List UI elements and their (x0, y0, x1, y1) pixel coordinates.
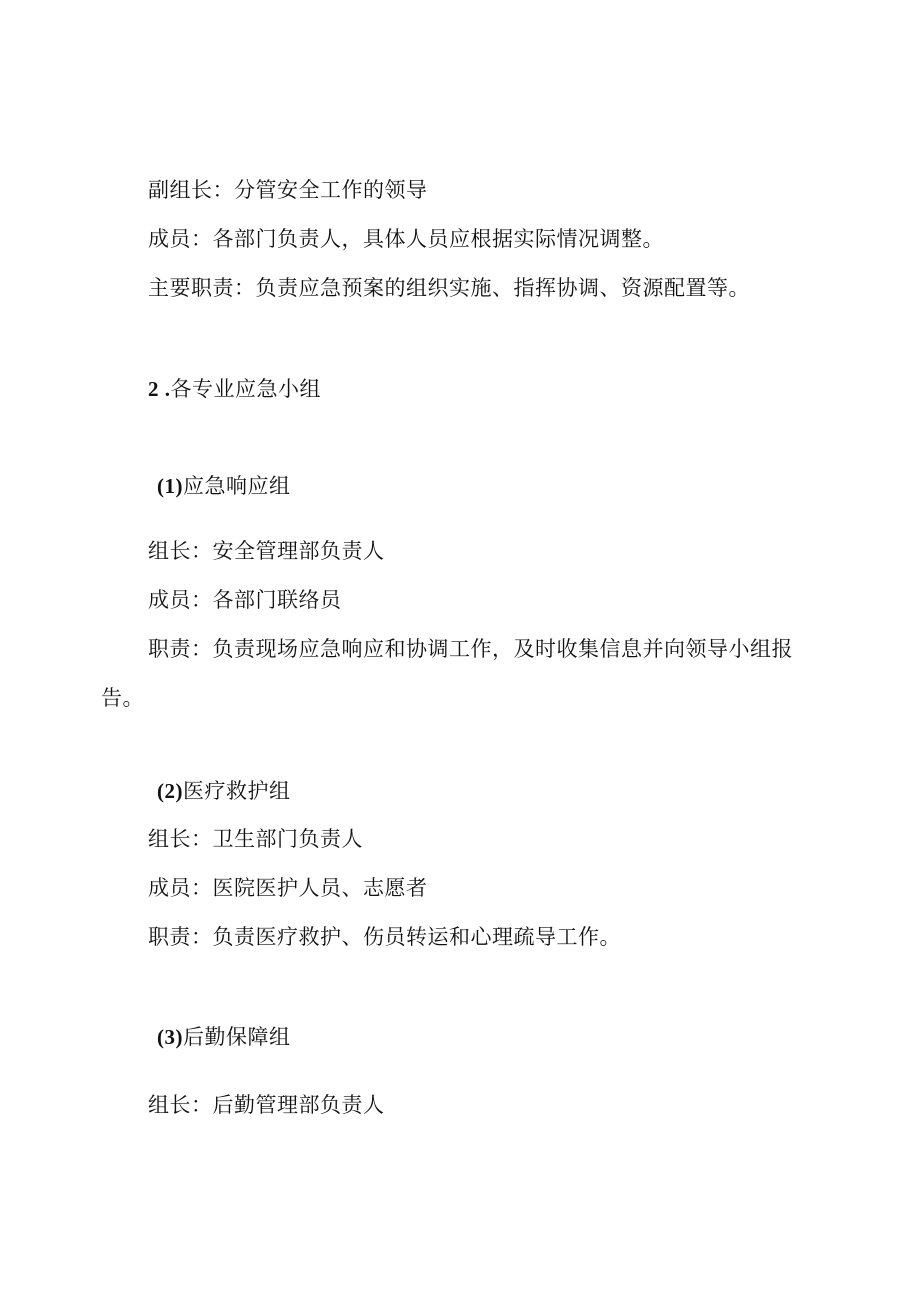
group-leader-text: 组长：后勤管理部负责人 (148, 1093, 385, 1117)
group-duties-text: 职责：负责现场应急响应和协调工作，及时收集信息并向领导小组报 (148, 637, 793, 661)
main-duties-text: 主要职责：负责应急预案的组织实施、指挥协调、资源配置等。 (148, 276, 750, 300)
group-leader-text: 组长：安全管理部负责人 (148, 539, 385, 563)
section-heading (148, 375, 321, 403)
group-duties-text: 职责：负责医疗救护、伤员转运和心理疏导工作。 (148, 925, 621, 949)
group-leader-text: 组长：卫生部门负责人 (148, 827, 363, 851)
group-title: 应急响应组 (183, 474, 291, 498)
group-heading (157, 472, 291, 500)
group-heading (157, 777, 291, 805)
group-number: (2) (157, 779, 183, 803)
deputy-leader-text: 副组长：分管安全工作的领导 (148, 178, 428, 202)
group-title: 医疗救护组 (183, 779, 291, 803)
group-members-text: 成员：各部门联络员 (148, 588, 342, 612)
group-number: (1) (157, 474, 183, 498)
group-title: 后勤保障组 (183, 1025, 291, 1049)
members-text: 成员：各部门负责人，具体人员应根据实际情况调整。 (148, 227, 664, 251)
group-duties-continuation: 告。 (101, 686, 144, 710)
group-heading (157, 1023, 291, 1051)
section-title: 各专业应急小组 (170, 377, 321, 401)
group-number: (3) (157, 1025, 183, 1049)
section-number: 2 . (148, 377, 171, 401)
group-members-text: 成员：医院医护人员、志愿者 (148, 876, 428, 900)
